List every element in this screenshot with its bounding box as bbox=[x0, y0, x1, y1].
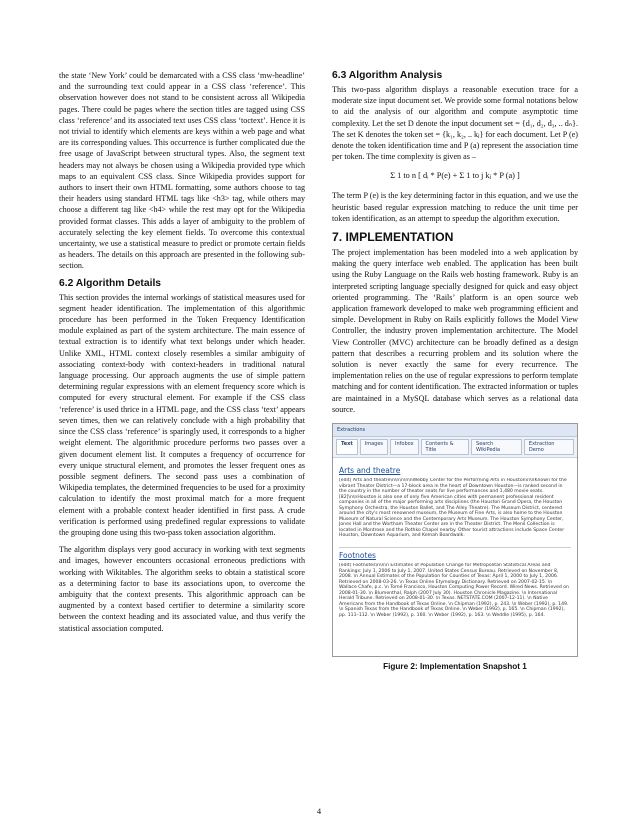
complexity-formula: Σ 1 to n [ dᵢ * P(e) + Σ 1 to j kⱼ * P (a) ] bbox=[390, 171, 520, 181]
figure-heading-arts[interactable]: Arts and theatre bbox=[339, 466, 401, 476]
figure-heading-footnotes[interactable]: Footnotes bbox=[339, 551, 376, 561]
right-paragraph-2: The term P (e) is the key determining factor in this equation, and we use the heuristic based regular expression matching to reduce the unit time per token identification, as an attempt to speedup the algorithm execution. bbox=[332, 191, 578, 223]
figure-divider bbox=[339, 547, 571, 548]
tab-images[interactable]: Images bbox=[360, 439, 388, 455]
tab-search-wikipedia[interactable]: Search WikiPedia bbox=[471, 439, 522, 455]
figure-screenshot bbox=[332, 423, 578, 657]
tab-infobox[interactable]: Infobox bbox=[390, 439, 419, 455]
figure-tab-bar bbox=[333, 437, 577, 458]
figure-caption: Figure 2: Implementation Snapshot 1 bbox=[383, 662, 527, 672]
right-paragraph-3: The project implementation has been modeled into a web application by making the query interface web enabled. The application has been built using the Ruby Language on the Rails web hosting framework. Ruby is an interpreted scripting language specially designed for quick and easy object oriented programming. The ‘Rails’ platform is an open source web application framework developed to make web programming efficient and simple. Development in Ruby on Rails explicitly follows the Model View Controller, the industry proven implementation architecture. The Model View Controller (MVC) architecture can be broadly defined as a design pattern that describes a recurring problem and its solution where the solution is never exactly the same for every recurrence. The implementation relies on the use of regular expressions to perform template matching and for content identification. The extracted information or tuples are maintained in a MySQL database which serves as a relational data source. bbox=[332, 248, 578, 414]
tab-extraction-demo[interactable]: Extraction Demo bbox=[524, 439, 574, 455]
heading-6-3: 6.3 Algorithm Analysis bbox=[332, 70, 443, 81]
figure-window-title: Extractions bbox=[333, 424, 577, 437]
page-number: 4 bbox=[316, 806, 322, 816]
figure-text-arts: [edit] Arts and theatre\n\n\n\n\nWebby Center for the Performing Arts in Houston\n\nKnown for the vibrant Theater District—a 17-block area in the heart of Downtown Houston—is ranked second in the country in the number of theater seats for live performances and 1,480 movie seats. [82]\n\nHouston is also one of only five American cities with permanent professional resident companies in all of the major performing arts disciplines (the Houston Grand Opera, the Houston Symphony Orchestra, the Houston Ballet, and The Alley Theatre). The Museum District, centered around the city's most renowned museum, the Museum of Fine Arts, is also home to the Houston Museum of Natural Science and the Contemporary Arts Museum. The Houston Symphony Center, Jones Hall and the Wortham Theater Center are in the Theater District. The Menil Collection is located in Montrose and the Rothko Chapel nearby. Other tourist attractions include Space Center Houston, Downtown Aquarium, and Kemah Boardwalk. bbox=[339, 478, 567, 539]
left-column bbox=[59, 70, 305, 640]
figure-text-footnotes: [edit] Footnotes\n\n\n Estimates of Population Change for Metropolitan Statistical Areas and Rankings: July 1, 2006 to July 1, 2007. United States Census Bureau. Retrieved on November 8, 2008. \n Annual Estimates of the Population for Counties of Texas: April 1, 2000 to July 1, 2006. Retrieved on 2008-03-26. \n Texas Online Etymology Dictionary. Retrieved on 2007-02-15. \n Wallace Chafe, p.c. \n Tomé Francisco, Houston Computing Power Record. Wired News. Retrieved on 2008-01-30. \n Blumenthal, Ralph (2007 July 30). Houston Chronicle Magazine. \n International Herald Tribune. Retrieved on 2008-01-30. \n Texas. NETSTATE.COM (2007-12-11). \n Native Americans from the Handbook of Texas Online. \n Chipman (1992), p. 243. \n Weber (1992), p. 149. \n Spanish Texas from the Handbook of Texas Online. \n Weber (1992), p. 165. \n Chipman (1992), pp. 111–112. \n Weber (1992), p. 160. \n Weber (1992), p. 163. \n Weddle (1995), p. 164. bbox=[339, 563, 569, 618]
left-paragraph-1: the state ‘New York’ could be demarcated with a CSS class ‘mw-headline’ and the surrounding text could appear in a CSS class ‘reference’. This observation however does not stand to be consistent across all Wikipedia pages. There could be pages where the section titles are tagged using CSS class ‘reference’ and its associated text uses CSS class ‘toctext’. Hence it is not trivial to identify which elements are keys within a web page and what are its corresponding values. This occurrence is further complicated due the free usage of JavaScript between structural types. Also, the segment text headers may not always be chosen using a Wikipedia provided type which maps to an equivalent CSS class. Since Wikipedia provides support for authors to insert their own HTML formatting, some authors choose to tag their headers using standard HTML tags like <h3> tag, while others may choose a different tag like <h4> while the rest may opt for the Wikipedia provided format classes. This adds a layer of ambiguity to the problem of accurately selecting the key element fields. To overcome this contextual uncertainty, we use a statistical measure to predict or promote certain fields as headers. The details on this approach are presented in the following sub-section. bbox=[59, 71, 305, 271]
figure-content bbox=[333, 458, 577, 640]
left-paragraph-3: The algorithm displays very good accuracy in working with text segments and images, however encounters occasional erroneous predictions with working with Wikitables. The algorithm seeks to obtain a statistical score as a determining factor to base its associations upon, to overcome the ambiguity that the context presents. This algorithmic approach can be augmented by a context based certifier to determine a similarity score between the context heading and its associated value, and thus verify the statistical association computed. bbox=[59, 545, 305, 633]
tab-contents-title[interactable]: Contents & Title bbox=[421, 439, 469, 455]
right-paragraph-1: This two-pass algorithm displays a reasonable execution trace for a moderate size input document set. We provide some formal notations below to aid the analysis of our algorithm and compute asymptotic time complexity. Let the set D denote the input document set = {d₁, d₂, d₃, .. dₙ}. The set K denotes the token set = {k₁, k₂, .. kⱼ} for each document. Let P (e) denote the token identification time and P (a) represent the association time per token. The time complexity is given as – bbox=[332, 85, 578, 162]
tab-text[interactable]: Text bbox=[336, 439, 358, 455]
heading-6-2: 6.2 Algorithm Details bbox=[59, 277, 162, 289]
right-column bbox=[332, 70, 578, 671]
left-paragraph-2: This section provides the internal workings of statistical measures used for segment header identification. The implementation of this algorithmic procedure has been performed in the Token Frequency Identification module explained as part of the system architecture. The main essence of textual extraction is to identify what text belongs under which header. Unlike XML, HTML context closely resembles a similar ambiguity of associating context-body with context-headers in traditional natural language processing. Our approach augments the use of simple pattern determining regular expressions with an element frequency score which is computed for every structural element. For example if the CSS class ‘reference’ is used thrice in a HTML page, and the CSS class ‘text’ appears seven times, then we can relatively conclude with a high probability that since the CSS class ‘reference’ is sparingly used, it corresponds to a higher weight element. The algorithmic procedure performs two passes over a given document element list. It computes a frequency of occurrence for every unique structural element, and promotes the lesser frequent ones as possible segment definers. The second pass uses a combination of Wikipedia templates, the determined frequencies to be used for a proximity calculation to identify the most proximal match for a more frequent element with a probable context header identified in first pass. A crude verification is performed using predefined regular expressions to validate the grouping done using this two-pass token association algorithm. bbox=[59, 292, 305, 537]
heading-7: 7. IMPLEMENTATION bbox=[332, 230, 454, 245]
